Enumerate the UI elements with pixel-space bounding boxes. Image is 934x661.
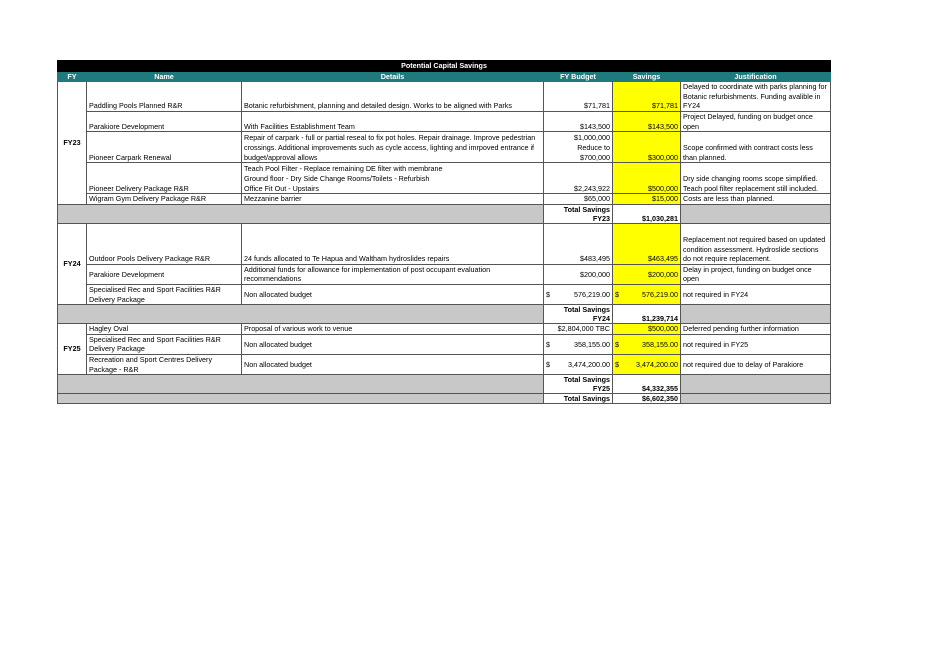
row-budget: $483,495 <box>544 223 613 264</box>
row-details: Additional funds for allowance for implementation of post occupant evaluation recommendations <box>242 264 544 284</box>
grand-total-value: $6,602,350 <box>613 394 681 404</box>
row-savings: $143,500 <box>613 112 681 132</box>
row-savings <box>613 284 681 304</box>
budget-amount: $2,804,000 <box>557 324 594 334</box>
budget-line: $700,000 <box>580 152 610 162</box>
total-label: Total Savings FY23 <box>544 204 613 223</box>
row-details: Non allocated budget <box>242 354 544 374</box>
grand-total-label: Total Savings <box>544 394 613 404</box>
row-details: Botanic refurbishment, planning and detailed design. Works to be aligned with Parks <box>242 82 544 112</box>
table-row <box>58 82 831 112</box>
row-details: 24 funds allocated to Te Hapua and Waltham hydroslides repairs <box>242 223 544 264</box>
total-spacer <box>58 394 544 404</box>
row-budget <box>544 334 613 354</box>
table-row <box>58 334 831 354</box>
row-name: Pioneer Delivery Package R&R <box>87 163 242 194</box>
total-label: Total Savings FY24 <box>544 305 613 324</box>
total-spacer <box>681 375 831 394</box>
total-spacer <box>58 204 544 223</box>
header-row <box>58 72 831 82</box>
table-row <box>58 223 831 264</box>
table-row <box>58 132 831 163</box>
row-name: Specialised Rec and Sport Facilities R&R Delivery Package <box>87 334 242 354</box>
table-row <box>58 163 831 194</box>
budget-amount: 576,219.00 <box>574 289 610 299</box>
savings-amount: 358,155.00 <box>642 339 678 349</box>
total-value: $1,239,714 <box>613 305 681 324</box>
table-row <box>58 324 831 335</box>
total-spacer <box>681 394 831 404</box>
currency-symbol: $ <box>546 359 550 369</box>
currency-symbol: $ <box>615 289 619 299</box>
currency-symbol: $ <box>546 339 550 349</box>
currency-symbol: $ <box>615 339 619 349</box>
total-spacer <box>681 305 831 324</box>
row-justification: Delayed to coordinate with parks planning for Botanic refurbishments. Funding avalible in FY24 <box>681 82 831 112</box>
row-name: Recreation and Sport Centres Delivery Package - R&R <box>87 354 242 374</box>
row-budget <box>544 132 613 163</box>
total-row <box>58 305 831 324</box>
budget-note: TBC <box>595 324 610 334</box>
grand-total-row <box>58 394 831 404</box>
row-savings <box>613 334 681 354</box>
table-row <box>58 354 831 374</box>
currency-symbol: $ <box>615 359 619 369</box>
fy-label: FY23 <box>58 82 87 205</box>
row-savings: $200,000 <box>613 264 681 284</box>
row-name: Specialised Rec and Sport Facilities R&R Delivery Package <box>87 284 242 304</box>
details-line: Teach Pool Filter - Replace remaining DE filter with membrane <box>244 164 443 174</box>
row-details: Non allocated budget <box>242 284 544 304</box>
details-line: Ground floor - Dry Side Change Rooms/Toilets - Refurbish <box>244 174 430 183</box>
budget-line: $1,000,000 <box>574 133 610 143</box>
row-justification: not required in FY25 <box>681 334 831 354</box>
row-budget <box>544 324 613 335</box>
row-budget: $143,500 <box>544 112 613 132</box>
total-label: Total Savings FY25 <box>544 375 613 394</box>
row-savings: $463,495 <box>613 223 681 264</box>
total-value: $4,332,355 <box>613 375 681 394</box>
row-name: Wigram Gym Delivery Package R&R <box>87 194 242 205</box>
table-row <box>58 194 831 205</box>
row-budget: $2,243,922 <box>544 163 613 194</box>
row-budget <box>544 354 613 374</box>
budget-amount: 358,155.00 <box>574 339 610 349</box>
row-justification: not required due to delay of Parakiore <box>681 354 831 374</box>
row-budget: $65,000 <box>544 194 613 205</box>
budget-amount: 3,474,200.00 <box>568 359 610 369</box>
table-row <box>58 284 831 304</box>
row-justification: Dry side changing rooms scope simplified. Teach pool filter replacement still included. <box>681 163 831 194</box>
budget-line: Reduce to <box>577 143 610 152</box>
row-name: Paddling Pools Planned R&R <box>87 82 242 112</box>
total-value: $1,030,281 <box>613 204 681 223</box>
capital-savings-sheet <box>57 60 830 404</box>
col-fy: FY <box>58 72 87 82</box>
row-details: With Facilities Establishment Team <box>242 112 544 132</box>
row-justification: Delay in project, funding on budget once open <box>681 264 831 284</box>
row-justification: Replacement not required based on updated condition assessment. Hydroslide sections do not require replacement. <box>681 223 831 264</box>
row-budget: $71,781 <box>544 82 613 112</box>
row-budget: $200,000 <box>544 264 613 284</box>
col-fy-budget: FY Budget <box>544 72 613 82</box>
total-spacer <box>681 204 831 223</box>
row-justification: Costs are less than planned. <box>681 194 831 205</box>
total-row <box>58 204 831 223</box>
table-row <box>58 112 831 132</box>
row-name: Hagley Oval <box>87 324 242 335</box>
table-title: Potential Capital Savings <box>58 61 831 72</box>
title-row <box>58 61 831 72</box>
currency-symbol: $ <box>546 289 550 299</box>
fy-label: FY25 <box>58 324 87 375</box>
row-details: Non allocated budget <box>242 334 544 354</box>
total-row <box>58 375 831 394</box>
savings-amount: 3,474,200.00 <box>636 359 678 369</box>
row-justification: Scope confirmed with contract costs less than planned. <box>681 132 831 163</box>
capital-savings-table <box>57 60 831 404</box>
details-line: Office Fit Out - Upstairs <box>244 183 319 193</box>
row-justification: not required in FY24 <box>681 284 831 304</box>
col-details: Details <box>242 72 544 82</box>
table-row <box>58 264 831 284</box>
row-name: Outdoor Pools Delivery Package R&R <box>87 223 242 264</box>
row-savings: $71,781 <box>613 82 681 112</box>
col-name: Name <box>87 72 242 82</box>
col-justification: Justification <box>681 72 831 82</box>
row-name: Pioneer Carpark Renewal <box>87 132 242 163</box>
row-name: Parakiore Development <box>87 264 242 284</box>
row-details: Mezzanine barrier <box>242 194 544 205</box>
row-savings: $500,000 <box>613 324 681 335</box>
row-justification: Project Delayed, funding on budget once open <box>681 112 831 132</box>
col-savings: Savings <box>613 72 681 82</box>
row-details: Repair of carpark - full or partial reseal to fix pot holes. Repair drainage. Improve pedestrian crossings. Additional improvements such as cycle access, lighting and imrpoved entrance if budget/approval allows <box>242 132 544 163</box>
row-savings: $300,000 <box>613 132 681 163</box>
row-justification: Deferred pending further information <box>681 324 831 335</box>
total-spacer <box>58 375 544 394</box>
row-details: Proposal of various work to venue <box>242 324 544 335</box>
row-savings: $500,000 <box>613 163 681 194</box>
fy-label: FY24 <box>58 223 87 304</box>
row-savings: $15,000 <box>613 194 681 205</box>
row-details <box>242 163 544 194</box>
row-savings <box>613 354 681 374</box>
row-budget <box>544 284 613 304</box>
total-spacer <box>58 305 544 324</box>
row-name: Parakiore Development <box>87 112 242 132</box>
savings-amount: 576,219.00 <box>642 289 678 299</box>
